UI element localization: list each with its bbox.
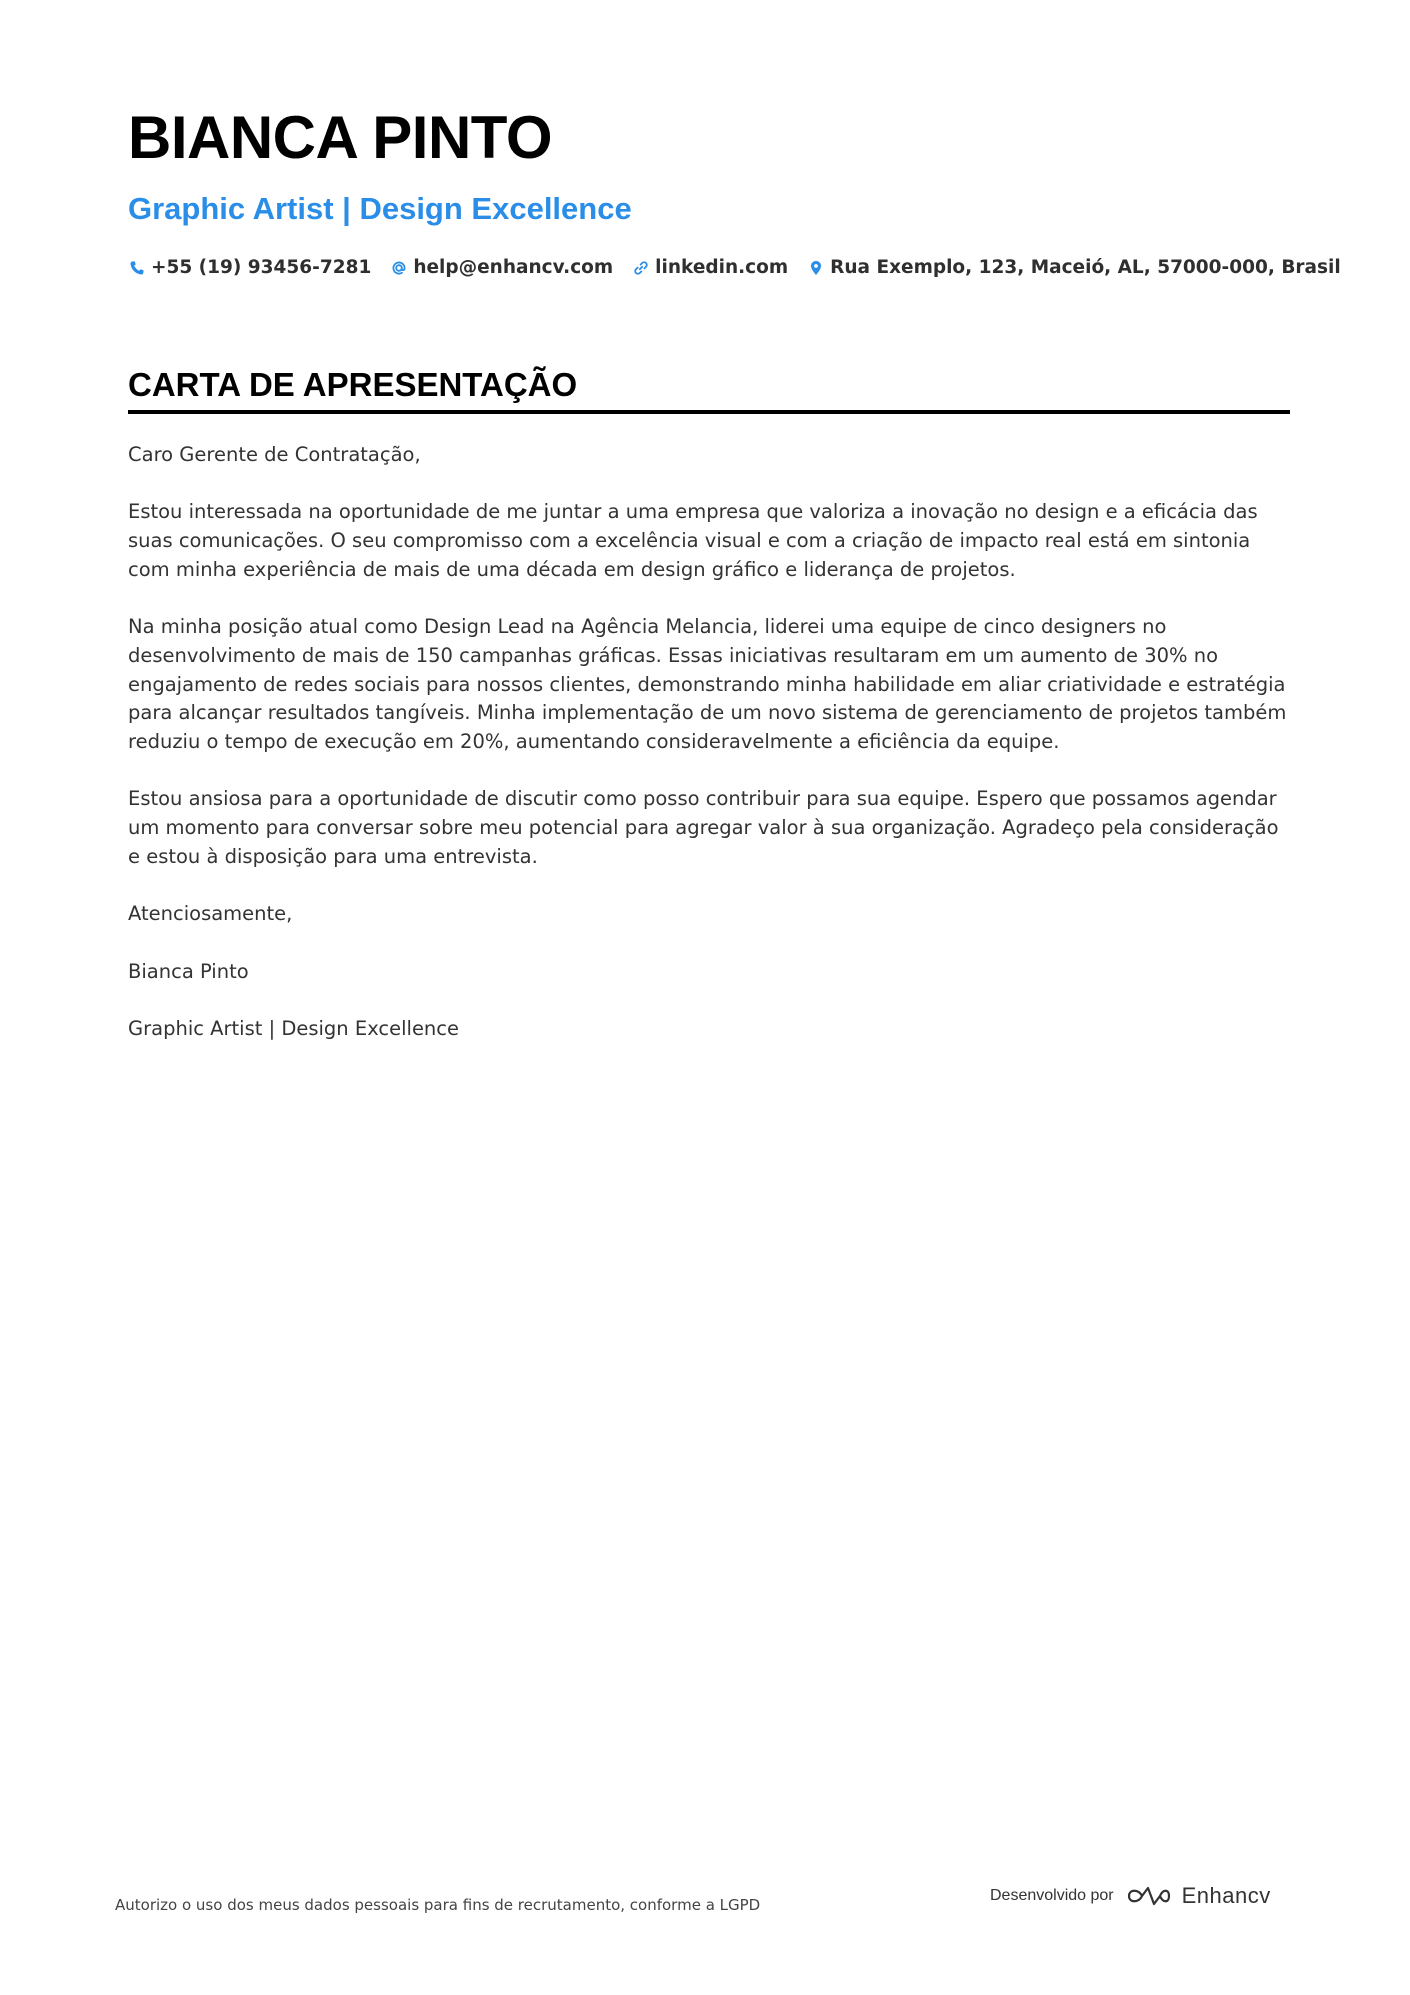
consent-note: Autorizo o uso dos meus dados pessoais para fins de recrutamento, conforme a LGPD — [115, 1896, 761, 1914]
letter-body — [128, 441, 1290, 1072]
powered-by[interactable] — [990, 1883, 1271, 1909]
link-icon — [632, 260, 649, 277]
letter-closing: Atenciosamente, — [128, 902, 293, 926]
candidate-title: Graphic Artist | Design Excellence — [128, 191, 632, 226]
letter-greeting: Caro Gerente de Contratação, — [128, 443, 421, 466]
brand-name: Enhancv — [1181, 1883, 1271, 1908]
section-divider — [128, 410, 1290, 414]
contact-address-text: Rua Exemplo, 123, Maceió, AL, 57000-000, Brasil — [830, 257, 1341, 278]
at-icon — [390, 260, 407, 277]
letter-paragraph: Na minha posição atual como Design Lead na Agência Melancia, liderei uma equipe de cinco designers no desenvolvimento de mais de 150 campanhas gráficas. Essas iniciativas resultaram em um aumento de 30% no engajamento de redes sociais para nossos clientes, demonstrando minha habilidade em aliar criatividade e estratégia para alcançar resultados tangíveis. Minha implementação de um novo sistema de gerenciamento de projetos também reduziu o tempo de execução em 20%, aumentando consideravelmente a eficiência da equipe. — [128, 615, 1287, 753]
contact-bar — [128, 256, 1360, 280]
section-title: CARTA DE APRESENTAÇÃO — [128, 366, 578, 403]
enhancv-logo-icon — [1126, 1884, 1172, 1908]
contact-linkedin-text: linkedin.com — [655, 257, 789, 278]
contact-email[interactable] — [390, 256, 613, 280]
signature-name: Bianca Pinto — [128, 959, 249, 983]
signature-title: Graphic Artist | Design Excellence — [128, 1016, 460, 1040]
contact-phone-text: +55 (19) 93456-7281 — [151, 257, 372, 278]
letter-paragraph: Estou interessada na oportunidade de me juntar a uma empresa que valoriza a inovação no design e a eficácia das suas comunicações. O seu compromisso com a excelência visual e com a criação de impacto real está em sintonia com minha experiência de mais de uma década em design gráfico e liderança de projetos. — [128, 500, 1258, 581]
location-pin-icon — [807, 260, 824, 277]
contact-phone[interactable] — [128, 256, 371, 280]
contact-address — [807, 256, 1341, 280]
powered-by-label: Desenvolvido por — [990, 1887, 1114, 1904]
letter-paragraph: Estou ansiosa para a oportunidade de discutir como posso contribuir para sua equipe. Espero que possamos agendar um momento para conversar sobre meu potencial para agregar valor à sua organização. Agradeço pela consideração e estou à disposição para uma entrevista. — [128, 787, 1279, 868]
contact-linkedin[interactable] — [632, 256, 788, 280]
phone-icon — [128, 260, 145, 277]
contact-email-text: help@enhancv.com — [413, 257, 614, 278]
candidate-name: BIANCA PINTO — [128, 104, 553, 171]
